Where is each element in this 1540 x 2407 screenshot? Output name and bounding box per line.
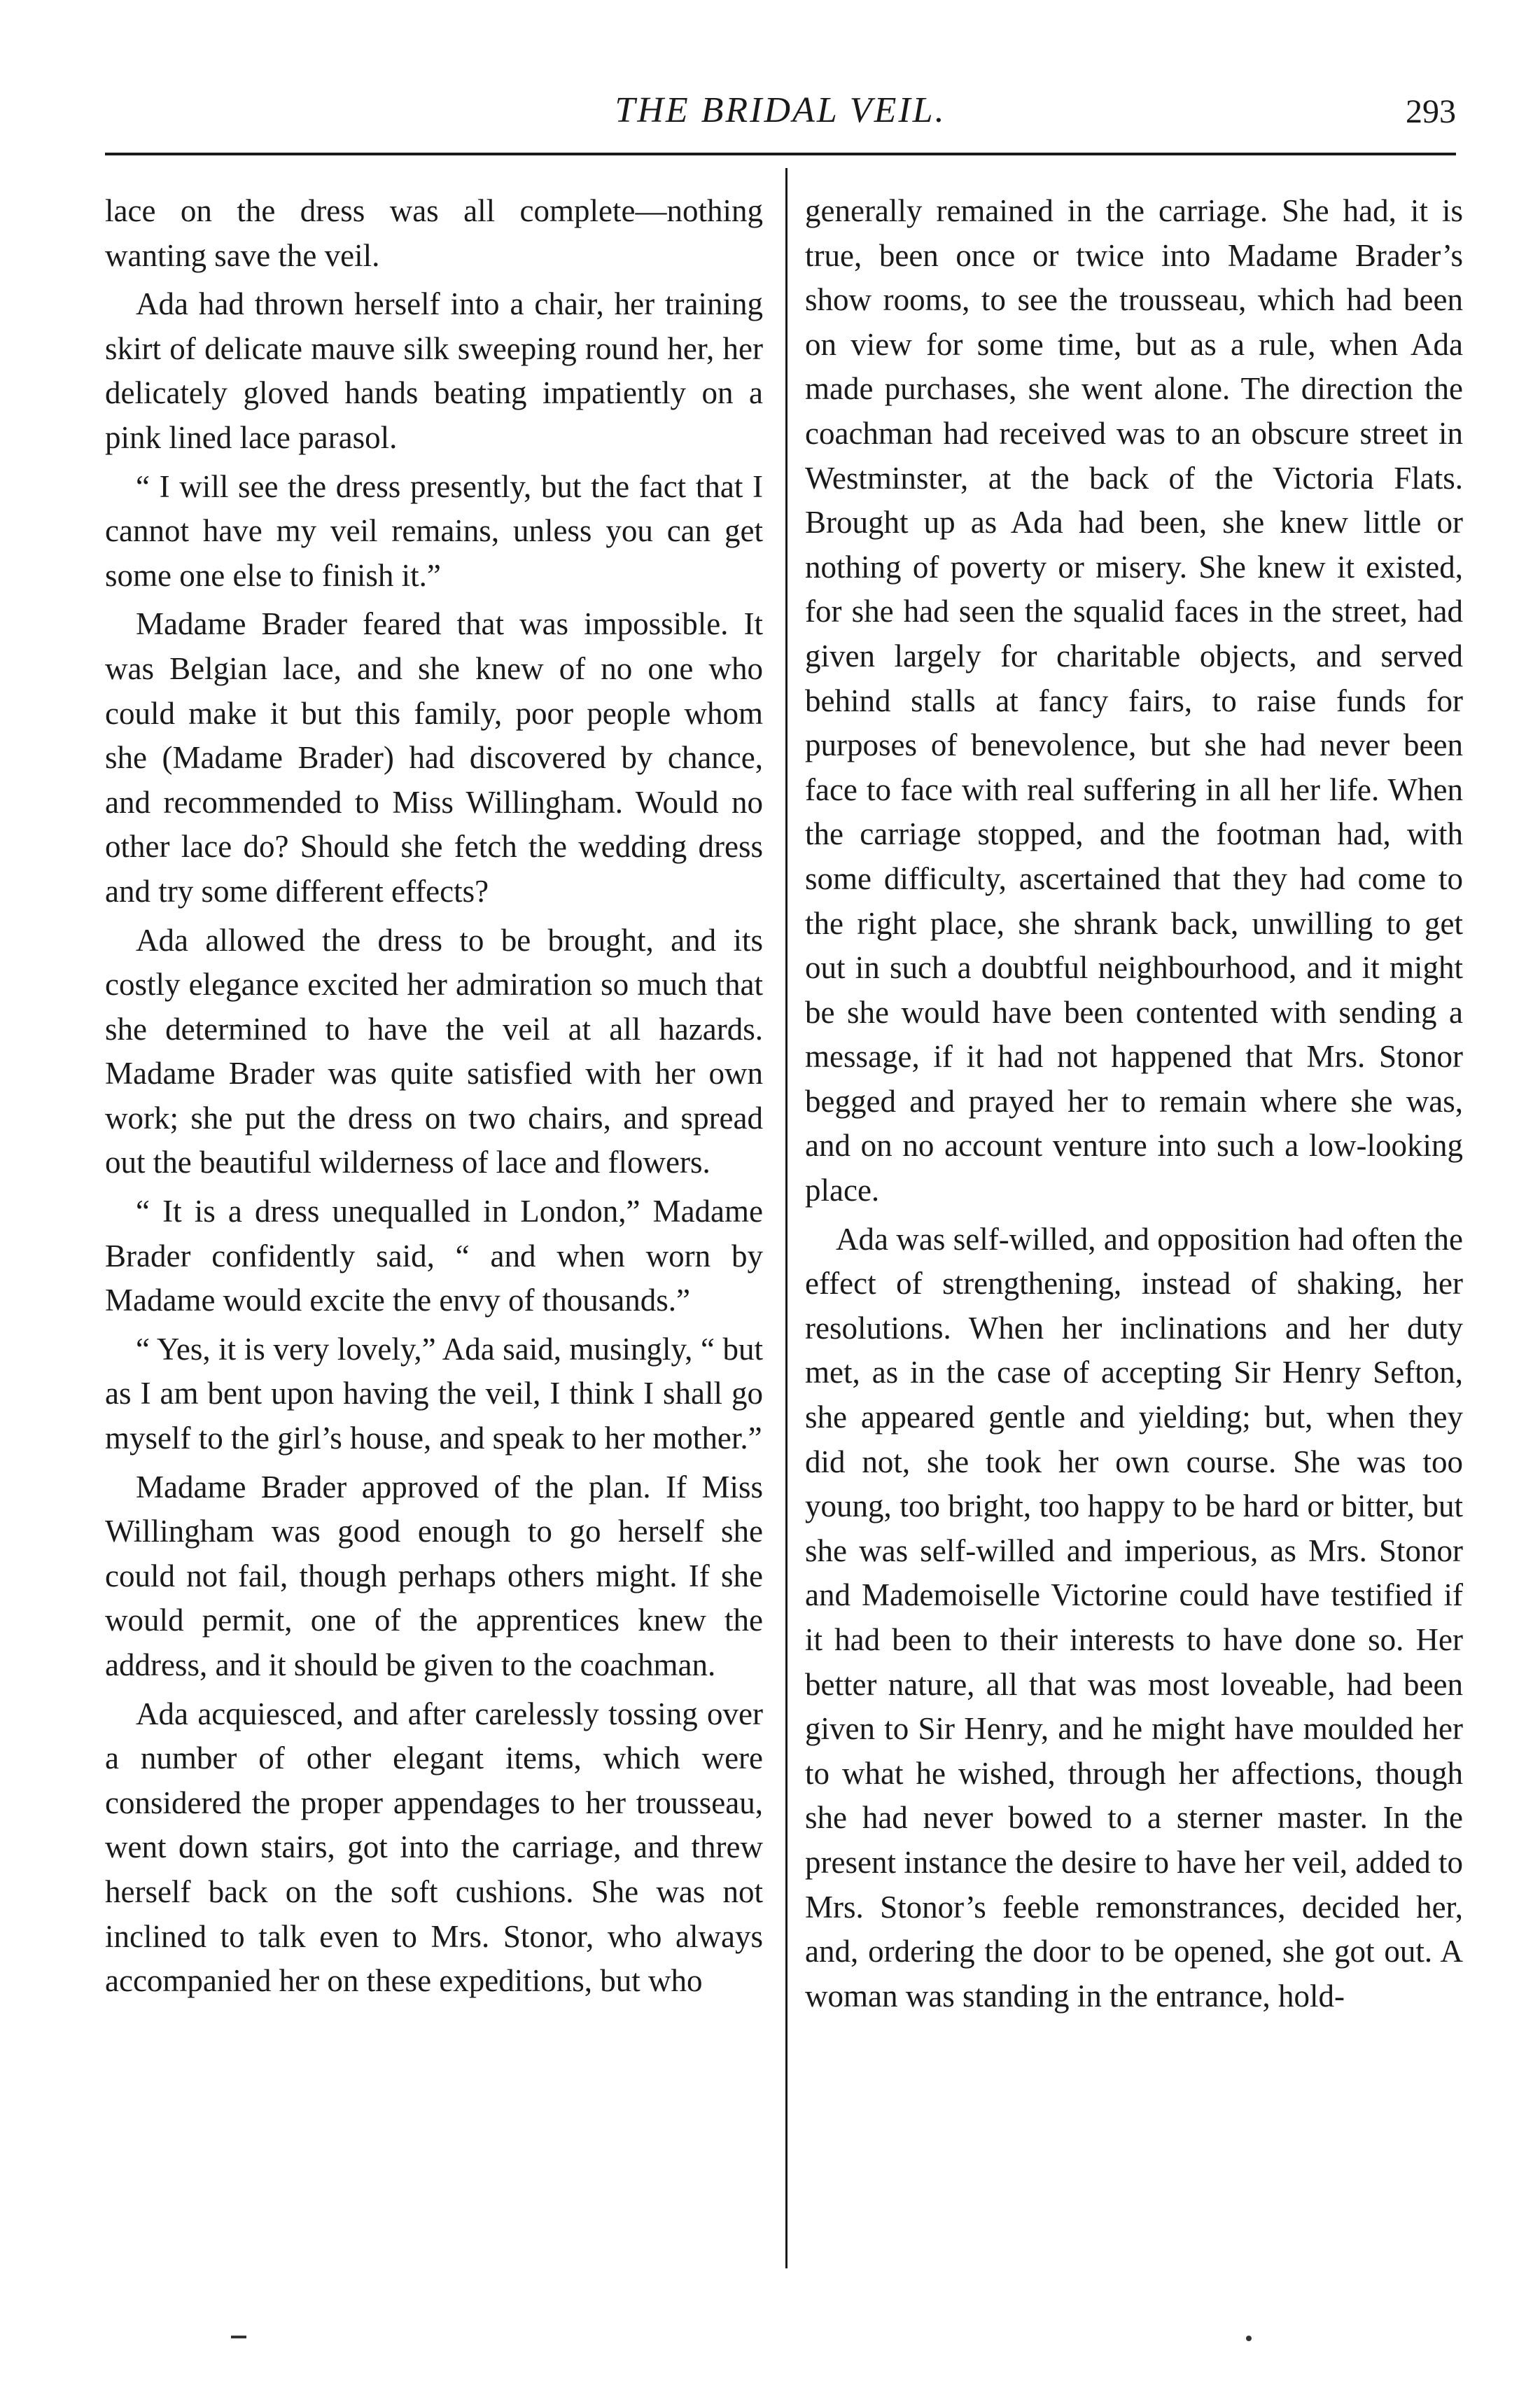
paragraph: “ I will see the dress presently, but the fact that I cannot have my veil remains, unless you can get some one else to finish it.” [105, 468, 763, 593]
print-mark [1246, 2336, 1252, 2341]
paragraph: Madame Brader approved of the plan. If Miss Willingham was good enough to go herself she could not fail, though perhaps others might. If she would permit, one of the apprentices knew the address, and it should be given to the coachman. [105, 1469, 763, 1682]
paragraph: “ Yes, it is very lovely,” Ada said, musingly, “ but as I am bent upon having the veil, I think I shall go myself to the girl’s house, and speak to her mother.” [105, 1331, 763, 1456]
running-title: THE BRIDAL VEIL. [615, 90, 946, 130]
paragraph: generally remained in the carriage. She had, it is true, been once or twice into Madame Brader’s show rooms, to see the trousseau, which had been on view for some time, but as a rule, when Ada made purchases, she went alone. The direction the coachman had received was to an obscure street in Westminster, at the back of the Victoria Flats. Brought up as Ada had been, she knew little or nothing of poverty or misery. She knew it existed, for she had seen the squalid faces in the street, had given largely for charitable objects, and served behind stalls at fancy fairs, to raise funds for purposes of benevolence, but she had never been face to face with real suffering in all her life. When the carriage stopped, and the footman had, with some difficulty, ascertained that they had come to the right place, she shrank back, unwilling to get out in such a doubtful neighbourhood, and it might be she would have been contented with sending a message, if it had not happened that Mrs. Stonor begged and prayed her to remain where she was, and on no account venture into such a low-looking place. [805, 193, 1463, 1208]
paragraph: Ada allowed the dress to be brought, and its costly elegance excited her admiration so much that she determined to have the veil at all hazards. Madame Brader was quite satisfied with her own work; she put the dress on two chairs, and spread out the beautiful wilderness of lace and flowers. [105, 922, 763, 1180]
paragraph: lace on the dress was all complete—nothing wanting save the veil. [105, 193, 763, 273]
print-mark [231, 2336, 246, 2338]
paragraph: Madame Brader feared that was impossible. It was Belgian lace, and she knew of no one who could make it but this family, poor people whom she (Madame Brader) had discovered by chance, and recommended to Miss Willingham. Would no other lace do? Should she fetch the wedding dress and try some different effects? [105, 606, 763, 909]
paragraph: Ada was self-willed, and opposition had often the effect of strengthening, instead of shaking, her resolutions. When her inclinations and her duty met, as in the case of accepting Sir Henry Sefton, she appeared gentle and yielding; but, when they did not, she took her own course. She was too young, too bright, too happy to be hard or bitter, but she was self-willed and imperious, as Mrs. Stonor and Mademoiselle Victorine could have testified if it had been to their interests to have done so. Her better nature, all that was most loveable, had been given to Sir Henry, and he might have moulded her to what he wished, through her affections, though she had never bowed to a sterner master. In the present instance the desire to have her veil, added to Mrs. Stonor’s feeble remonstrances, decided her, and, ordering the door to be opened, she got out. A woman was standing in the entrance, hold- [805, 1221, 1463, 2014]
paragraph: Ada acquiesced, and after carelessly tossing over a number of other elegant items, which were considered the proper appendages to her trousseau, went down stairs, got into the carriage, and threw herself back on the soft cushions. She was not inclined to talk even to Mrs. Stonor, who always accompanied her on these expeditions, but who [105, 1696, 763, 1999]
header-rule [105, 153, 1456, 155]
paragraph: Ada had thrown herself into a chair, her training skirt of delicate mauve silk sweeping round her, her delicately gloved hands beating impatiently on a pink lined lace parasol. [105, 286, 763, 455]
page-number: 293 [1406, 93, 1456, 130]
column-divider [785, 168, 788, 2268]
right-column [805, 189, 1463, 2023]
paragraph: “ It is a dress unequalled in London,” Madame Brader confidently said, “ and when worn by Madame would excite the envy of thousands.” [105, 1194, 763, 1318]
left-column [105, 189, 763, 2008]
page-header [105, 84, 1456, 140]
